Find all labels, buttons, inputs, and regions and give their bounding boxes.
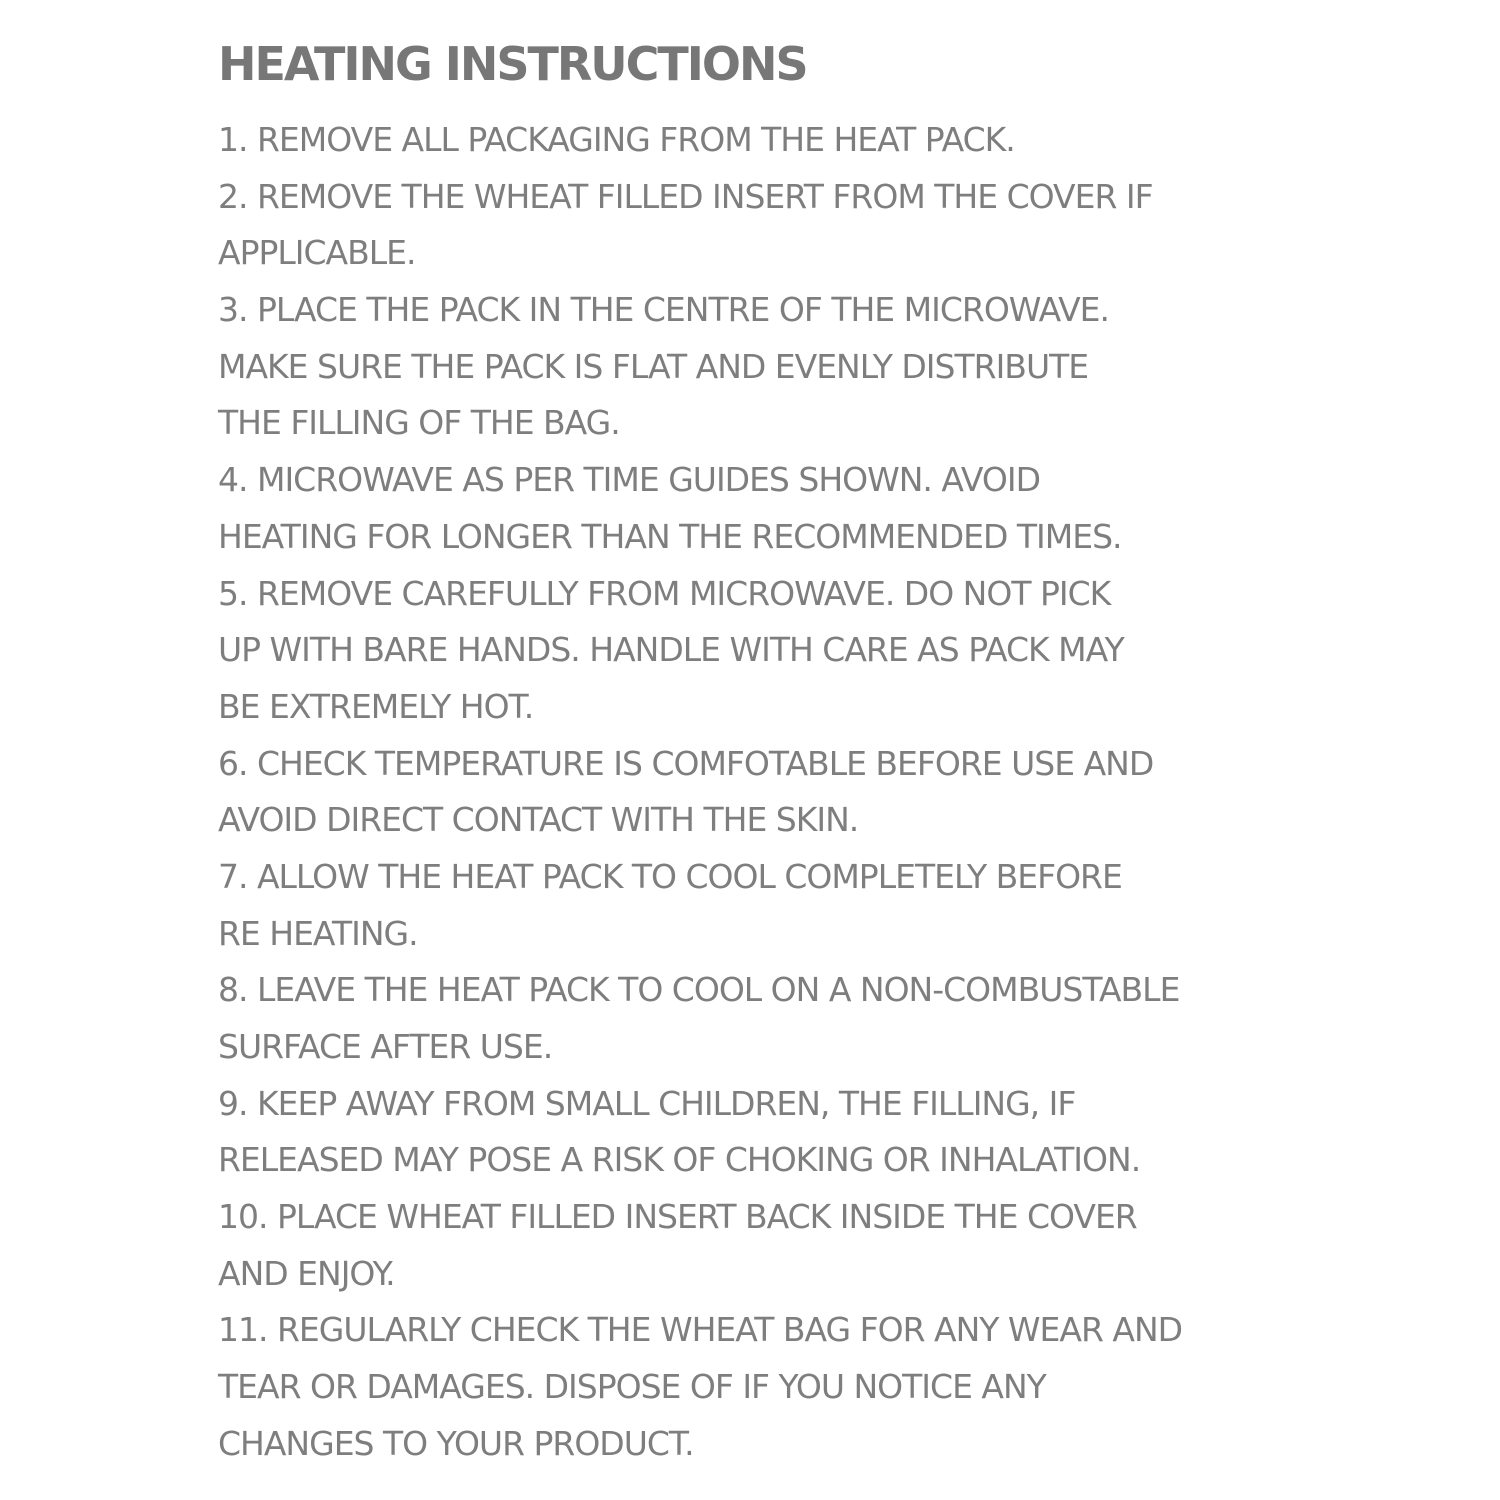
instruction-line: 8. LEAVE THE HEAT PACK TO COOL ON A NON-COMBUSTABLE <box>218 970 1180 1010</box>
instruction-line: 1. REMOVE ALL PACKAGING FROM THE HEAT PACK. <box>218 120 1015 159</box>
instruction-line: AVOID DIRECT CONTACT WITH THE SKIN. <box>218 800 859 840</box>
instruction-line: MAKE SURE THE PACK IS FLAT AND EVENLY DISTRIBUTE <box>218 346 1089 386</box>
instruction-line: 10. PLACE WHEAT FILLED INSERT BACK INSIDE THE COVER <box>218 1197 1137 1237</box>
instructions-list <box>218 112 1478 1473</box>
instruction-line: BE EXTREMELY HOT. <box>218 686 534 726</box>
instruction-line: 7. ALLOW THE HEAT PACK TO COOL COMPLETELY BEFORE <box>218 856 1122 896</box>
instruction-line: UP WITH BARE HANDS. HANDLE WITH CARE AS PACK MAY <box>218 630 1124 670</box>
instruction-line: TEAR OR DAMAGES. DISPOSE OF IF YOU NOTICE ANY <box>218 1367 1046 1407</box>
instruction-line: CHANGES TO YOUR PRODUCT. <box>218 1423 694 1463</box>
instruction-line: 2. REMOVE THE WHEAT FILLED INSERT FROM THE COVER IF <box>218 176 1153 216</box>
instruction-line: THE FILLING OF THE BAG. <box>218 403 620 443</box>
instruction-line: SURFACE AFTER USE. <box>218 1027 553 1066</box>
instructions-document <box>218 30 1478 1473</box>
instruction-line: AND ENJOY. <box>218 1253 395 1293</box>
instruction-line: 6. CHECK TEMPERATURE IS COMFOTABLE BEFORE USE AND <box>218 743 1154 783</box>
instruction-line: HEATING FOR LONGER THAN THE RECOMMENDED TIMES. <box>218 516 1122 556</box>
instruction-line: 11. REGULARLY CHECK THE WHEAT BAG FOR ANY WEAR AND <box>218 1310 1183 1350</box>
instruction-line: 3. PLACE THE PACK IN THE CENTRE OF THE MICROWAVE. <box>218 290 1110 330</box>
instruction-line: APPLICABLE. <box>218 233 416 273</box>
instruction-line: 5. REMOVE CAREFULLY FROM MICROWAVE. DO NOT PICK <box>218 573 1111 613</box>
instruction-line: 4. MICROWAVE AS PER TIME GUIDES SHOWN. AVOID <box>218 460 1040 500</box>
instruction-line: RE HEATING. <box>218 913 418 953</box>
page-title: HEATING INSTRUCTIONS <box>218 37 807 91</box>
instruction-line: RELEASED MAY POSE A RISK OF CHOKING OR INHALATION. <box>218 1140 1141 1180</box>
instruction-line: 9. KEEP AWAY FROM SMALL CHILDREN, THE FILLING, IF <box>218 1083 1076 1123</box>
